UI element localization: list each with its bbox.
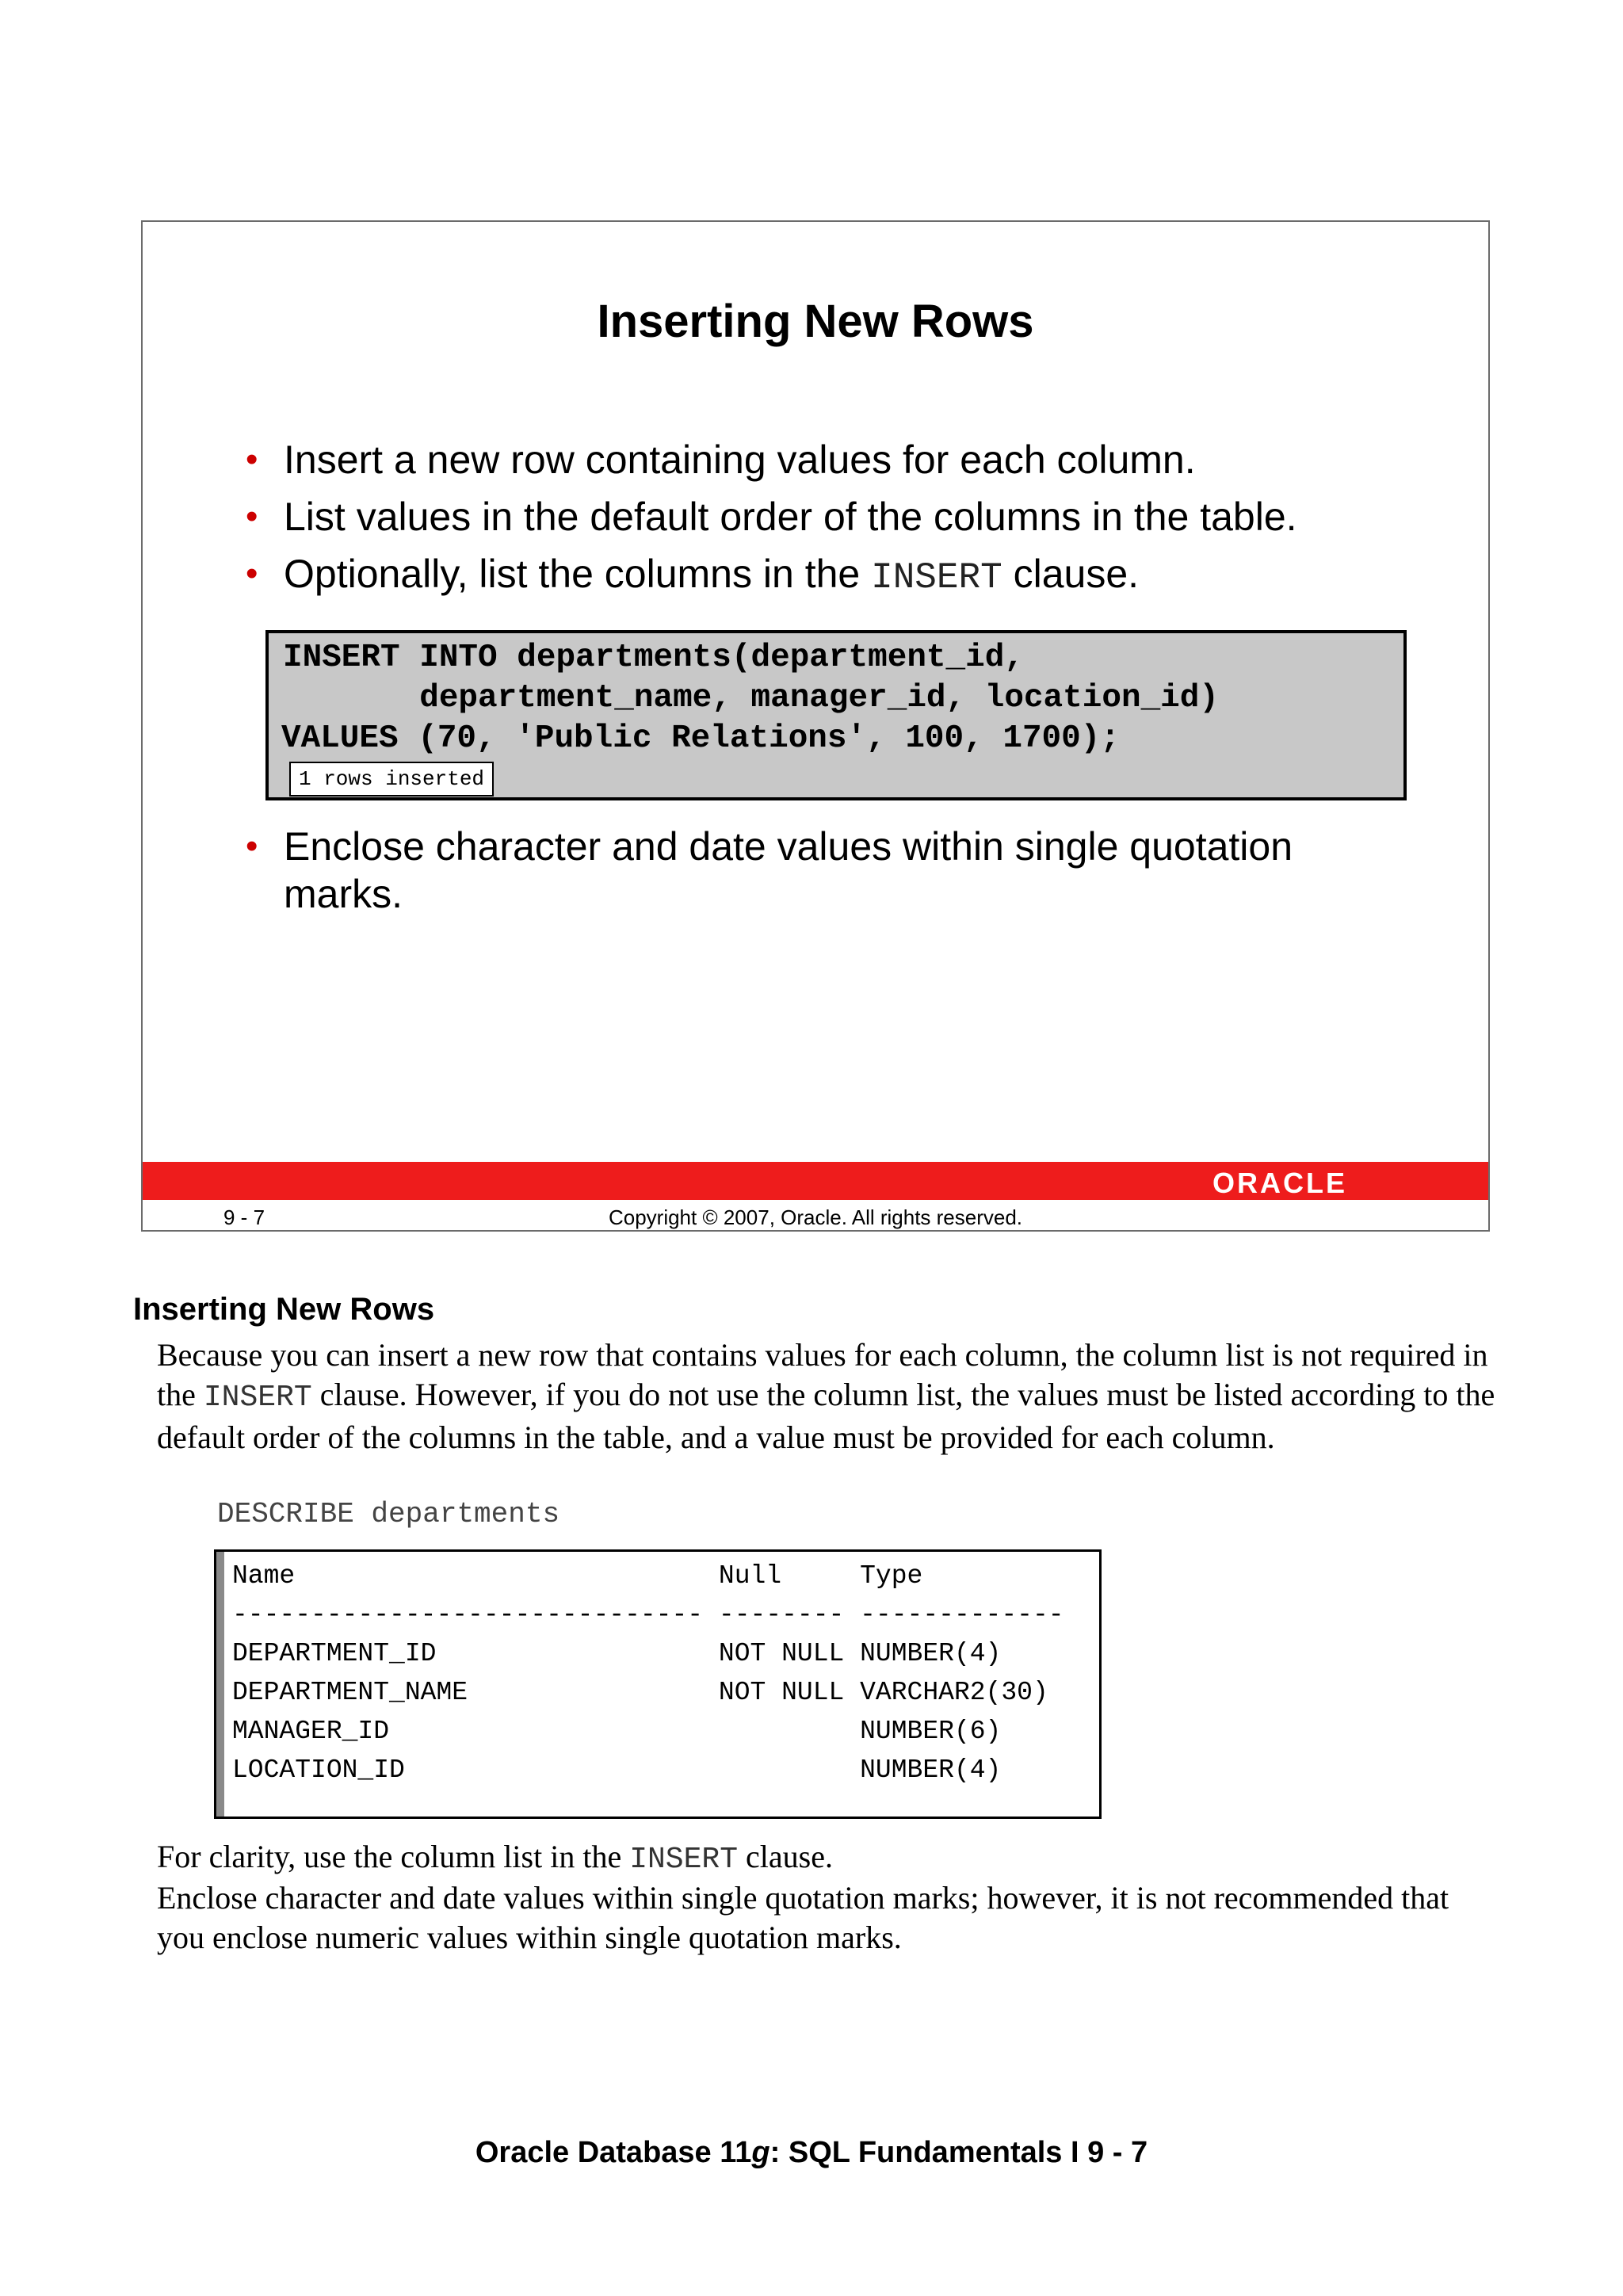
footer-text: : SQL Fundamentals I 9 - 7	[769, 2136, 1148, 2169]
bullet-text: Enclose character and date values within single quotation marks.	[284, 824, 1293, 916]
slide-number: 9 - 7	[223, 1205, 265, 1229]
copyright-text: Copyright © 2007, Oracle. All rights reserved.	[608, 1205, 1023, 1229]
notes-paragraph	[157, 1837, 1504, 1880]
bullet-dot-icon: •	[246, 440, 258, 479]
bullet-text: List values in the default order of the columns in the table.	[284, 495, 1297, 539]
paragraph-text: For clarity, use the column list in the	[157, 1839, 630, 1874]
describe-command: DESCRIBE departments	[217, 1498, 560, 1530]
bullet-item	[246, 493, 1434, 541]
table-row: ------------------------------ -------- -------------	[232, 1600, 1064, 1629]
result-message: 1 rows inserted	[289, 762, 494, 797]
paragraph-text: clause. However, if you do not use the column list, the values must be listed according to the default order of the columns in the table, and a value must be provided for each column.	[157, 1377, 1495, 1455]
bullet-text: Insert a new row containing values for each column.	[284, 437, 1196, 482]
footer-text: Oracle Database 11	[475, 2136, 752, 2169]
bullet-dot-icon: •	[246, 827, 258, 865]
code-block	[265, 630, 1407, 800]
bullet-list	[246, 436, 1434, 611]
paragraph-text: clause.	[738, 1839, 833, 1874]
notes-heading: Inserting New Rows	[133, 1292, 435, 1327]
inline-code: INSERT	[203, 1381, 312, 1415]
code-line: INSERT INTO departments(department_id,	[283, 640, 1024, 676]
table-row: Name Null Type	[232, 1561, 923, 1591]
bullet-text: Optionally, list the columns in the	[284, 552, 872, 596]
bullet-list	[246, 823, 1395, 927]
footer-italic: g	[751, 2136, 770, 2169]
slide-title: Inserting New Rows	[597, 296, 1034, 347]
inline-code: INSERT	[871, 557, 1002, 598]
bullet-item	[246, 436, 1434, 483]
code-line: department_name, manager_id, location_id)	[283, 680, 1219, 716]
describe-output-table	[214, 1549, 1102, 1819]
oracle-logo: ORACLE	[1212, 1167, 1347, 1199]
table-left-bar	[216, 1552, 224, 1817]
slide	[141, 220, 1490, 1232]
paragraph-text: Because you can insert a new row that contains values for each column, the column list is not required in the	[157, 1337, 1488, 1412]
bullet-item	[246, 550, 1434, 602]
book-footer	[0, 2136, 1623, 2170]
table-row: DEPARTMENT_NAME NOT NULL VARCHAR2(30)	[232, 1678, 1048, 1707]
notes-paragraph	[157, 1335, 1504, 1457]
table-row: MANAGER_ID NUMBER(6)	[232, 1717, 1002, 1746]
bullet-dot-icon: •	[246, 497, 258, 536]
inline-code: INSERT	[629, 1843, 739, 1877]
bullet-item	[246, 823, 1395, 918]
table-row: DEPARTMENT_ID NOT NULL NUMBER(4)	[232, 1639, 1002, 1668]
notes-paragraph: Enclose character and date values within single quotation marks; however, it is not recommended that you enclose numeric values within single quotation marks.	[157, 1880, 1449, 1955]
bullet-dot-icon: •	[246, 554, 258, 593]
bullet-text: clause.	[1002, 552, 1140, 596]
code-line: VALUES (70, 'Public Relations', 100, 1700);	[281, 720, 1120, 757]
slide-footer	[143, 1205, 1488, 1230]
table-row: LOCATION_ID NUMBER(4)	[232, 1755, 1002, 1785]
